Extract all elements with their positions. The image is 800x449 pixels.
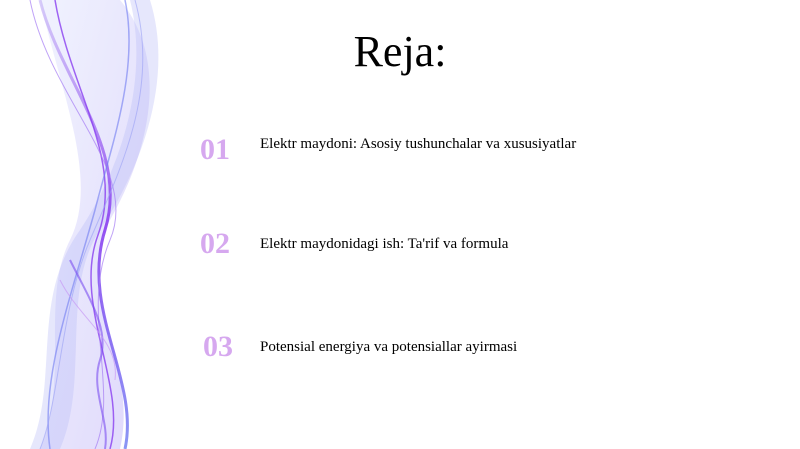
plan-item-text: Elektr maydonidagi ish: Ta'rif va formula [260,236,509,252]
plan-item-number: 01 [200,133,230,166]
wave-decoration [0,0,200,449]
plan-item-number: 03 [203,330,233,363]
plan-item-1 [200,130,760,170]
plan-item-text: Elektr maydoni: Asosiy tushunchalar va xususiyatlar [260,136,577,152]
plan-item-number: 02 [200,227,230,260]
plan-item-text: Potensial energiya va potensiallar ayirmasi [260,339,518,355]
plan-item-3 [200,327,760,367]
slide-title: Reja: [353,27,447,76]
plan-item-2 [200,224,760,264]
